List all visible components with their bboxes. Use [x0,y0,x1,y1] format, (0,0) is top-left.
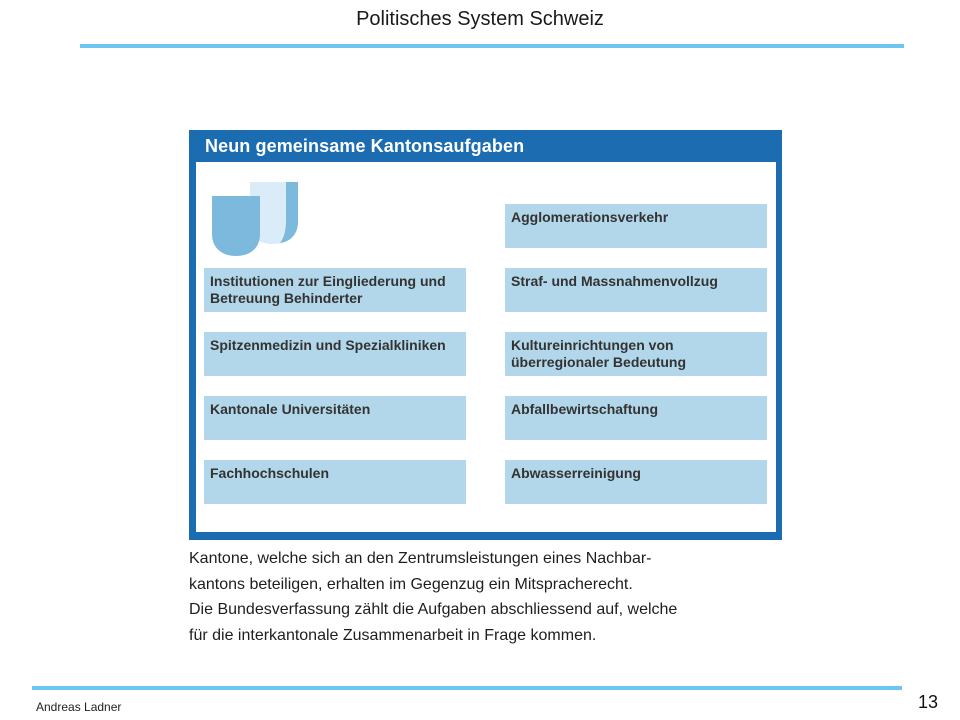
figure-heading: Neun gemeinsame Kantonsaufgaben [205,136,525,156]
page-number: 13 [917,692,938,712]
slide-title: Politisches System Schweiz [356,8,604,30]
task-box-right-5: Abwasserreinigung [505,460,767,504]
task-box-left-3: Kantonale Universitäten [204,396,466,440]
figure-panel [196,162,776,532]
header-divider [80,44,904,48]
task-box-left-4: Fachhochschulen [204,460,466,504]
task-box-right-2: Straf- und Massnahmenvollzug [505,268,767,312]
figure-caption [189,546,789,648]
task-box-left-2: Spitzenmedizin und Spezialkliniken [204,332,466,376]
caption-line: Kantone, welche sich an den Zentrumsleistungen eines Nachbar- [189,550,652,567]
caption-line: für die interkantonale Zusammenarbeit in Frage kommen. [189,626,597,644]
task-box-left-1: Institutionen zur Eingliederung und Betreuung Behinderter [204,268,466,312]
task-box-right-3: Kultureinrichtungen von überregionaler Bedeutung [505,332,767,376]
footer-divider [32,686,902,690]
task-box-right-4: Abfallbewirtschaftung [505,396,767,440]
caption-line: kantons beteiligen, erhalten im Gegenzug ein Mitspracherecht. [189,575,633,593]
kantonsaufgaben-figure [189,130,782,540]
task-box-right-1: Agglomerationsverkehr [505,204,767,248]
twin-shield-icon [210,182,300,258]
caption-line: Die Bundesverfassung zählt die Aufgaben abschliessend auf, welche [189,601,678,618]
author-name: Andreas Ladner [36,700,122,714]
